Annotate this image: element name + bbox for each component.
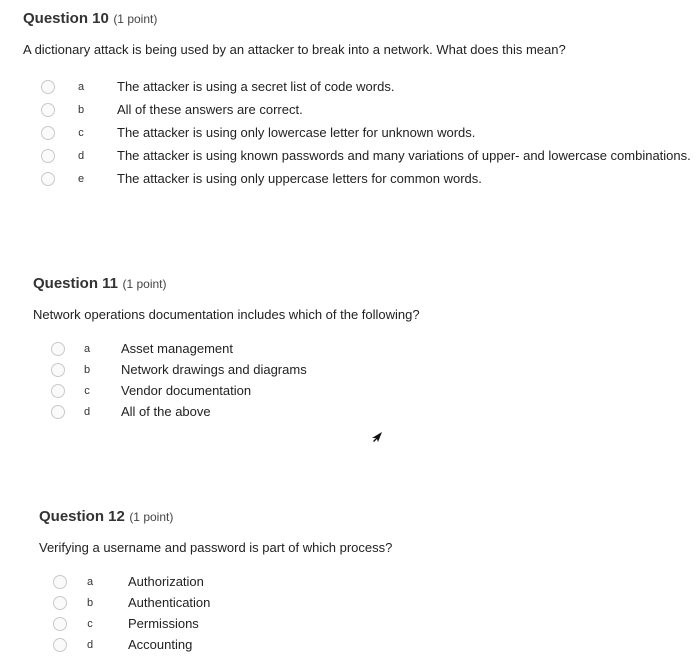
question-11 [33,275,420,422]
option-text: Accounting [128,637,193,652]
answer-options [53,571,392,655]
option-letter: a [86,575,94,588]
option-text: Network drawings and diagrams [121,362,307,377]
question-text: Verifying a username and password is part of which process? [39,540,393,555]
radio-button[interactable] [51,363,65,377]
radio-button[interactable] [53,596,67,610]
question-number: Question 12 [39,508,125,525]
question-number: Question 10 [23,10,109,27]
question-text: Network operations documentation includes which of the following? [33,307,420,322]
option-text: Authentication [128,595,211,610]
question-text: A dictionary attack is being used by an attacker to break into a network. What does this mean? [23,42,566,57]
option-letter: a [77,80,85,93]
option-a[interactable] [53,571,392,592]
option-letter: d [77,149,85,162]
option-letter: d [86,638,94,651]
option-letter: a [83,342,91,355]
option-d[interactable] [51,401,420,422]
radio-button[interactable] [53,617,67,631]
option-c[interactable] [51,380,420,401]
option-text: All of the above [121,404,211,419]
radio-button[interactable] [53,638,67,652]
radio-button[interactable] [51,342,65,356]
answer-options [51,338,420,422]
radio-button[interactable] [41,172,55,186]
option-text: The attacker is using only uppercase letters for common words. [117,171,482,186]
question-title [39,508,392,526]
option-b[interactable] [53,592,392,613]
radio-button[interactable] [41,103,55,117]
option-letter: c [87,617,93,630]
option-b[interactable] [41,98,691,121]
option-letter: c [84,384,90,397]
option-text: Authorization [128,574,204,589]
option-e[interactable] [41,167,691,190]
option-letter: b [86,596,94,609]
option-c[interactable] [53,613,392,634]
option-b[interactable] [51,359,420,380]
option-a[interactable] [41,75,691,98]
option-text: The attacker is using a secret list of code words. [117,79,395,94]
mouse-cursor-icon [370,430,384,444]
question-title [33,275,420,293]
option-letter: b [77,103,85,116]
option-d[interactable] [53,634,392,655]
option-text: The attacker is using known passwords and many variations of upper- and lowercase combinations. [117,148,691,163]
question-number: Question 11 [33,275,119,292]
option-letter: b [83,363,91,376]
option-letter: e [77,172,85,185]
question-10 [23,10,691,190]
option-letter: c [78,126,84,139]
radio-button[interactable] [51,405,65,419]
option-text: Asset management [121,341,234,356]
radio-button[interactable] [53,575,67,589]
option-text: Vendor documentation [121,383,252,398]
option-text: The attacker is using only lowercase letter for unknown words. [117,125,476,140]
question-title [23,10,691,28]
radio-button[interactable] [41,149,55,163]
radio-button[interactable] [41,126,55,140]
question-points: (1 point) [113,12,158,26]
option-letter: d [83,405,91,418]
option-text: Permissions [128,616,199,631]
radio-button[interactable] [41,80,55,94]
radio-button[interactable] [51,384,65,398]
option-text: All of these answers are correct. [117,102,303,117]
option-d[interactable] [41,144,691,167]
option-c[interactable] [41,121,691,144]
question-points: (1 point) [122,277,167,291]
question-12 [39,508,392,655]
answer-options [41,75,691,190]
option-a[interactable] [51,338,420,359]
question-points: (1 point) [129,510,174,524]
